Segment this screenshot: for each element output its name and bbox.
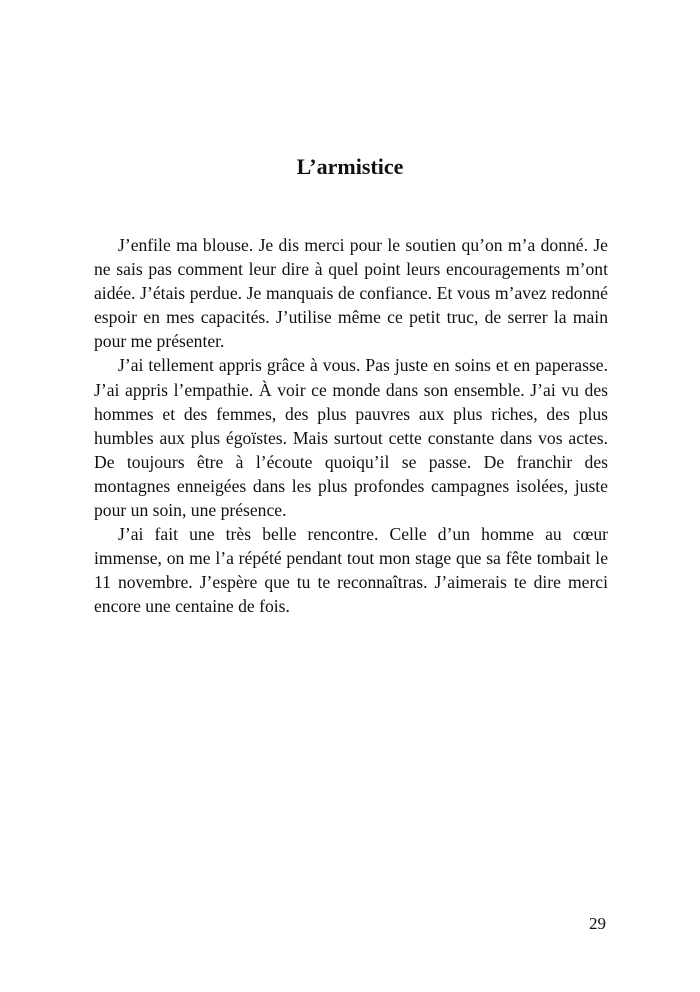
paragraph-1: J’enfile ma blouse. Je dis merci pour le soutien qu’on m’a donné. Je ne sais pas comment leur dire à quel point leurs encouragements m’ont aidée. J’étais perdue. Je manquais de confiance. Et vous m’avez redonné espoir en mes capacités. J’utilise même ce petit truc, de serrer la main pour me présenter. [94, 235, 608, 352]
paragraph-2: J’ai tellement appris grâce à vous. Pas juste en soins et en paperasse. J’ai appris l’empathie. À voir ce monde dans son ensemble. J’ai vu des hommes et des femmes, des plus pauvres aux plus riches, des plus humbles aux plus égoïstes. Mais surtout cette constante dans vos actes. De toujours être à l’écoute quoiqu’il se passe. De franchir des montagnes enneigées dans les plus profondes campagnes isolées, juste pour un soin, une présence. [94, 355, 608, 521]
page-number: 29 [589, 914, 606, 933]
paragraph-3: J’ai fait une très belle rencontre. Celle d’un homme au cœur immense, on me l’a répété pendant tout mon stage que sa fête tombait le 11 novembre. J’espère que tu te reconnaîtras. J’aimerais te dire merci encore une centaine de fois. [94, 524, 608, 617]
body-text [94, 233, 608, 619]
chapter-title: L’armistice [296, 154, 404, 179]
